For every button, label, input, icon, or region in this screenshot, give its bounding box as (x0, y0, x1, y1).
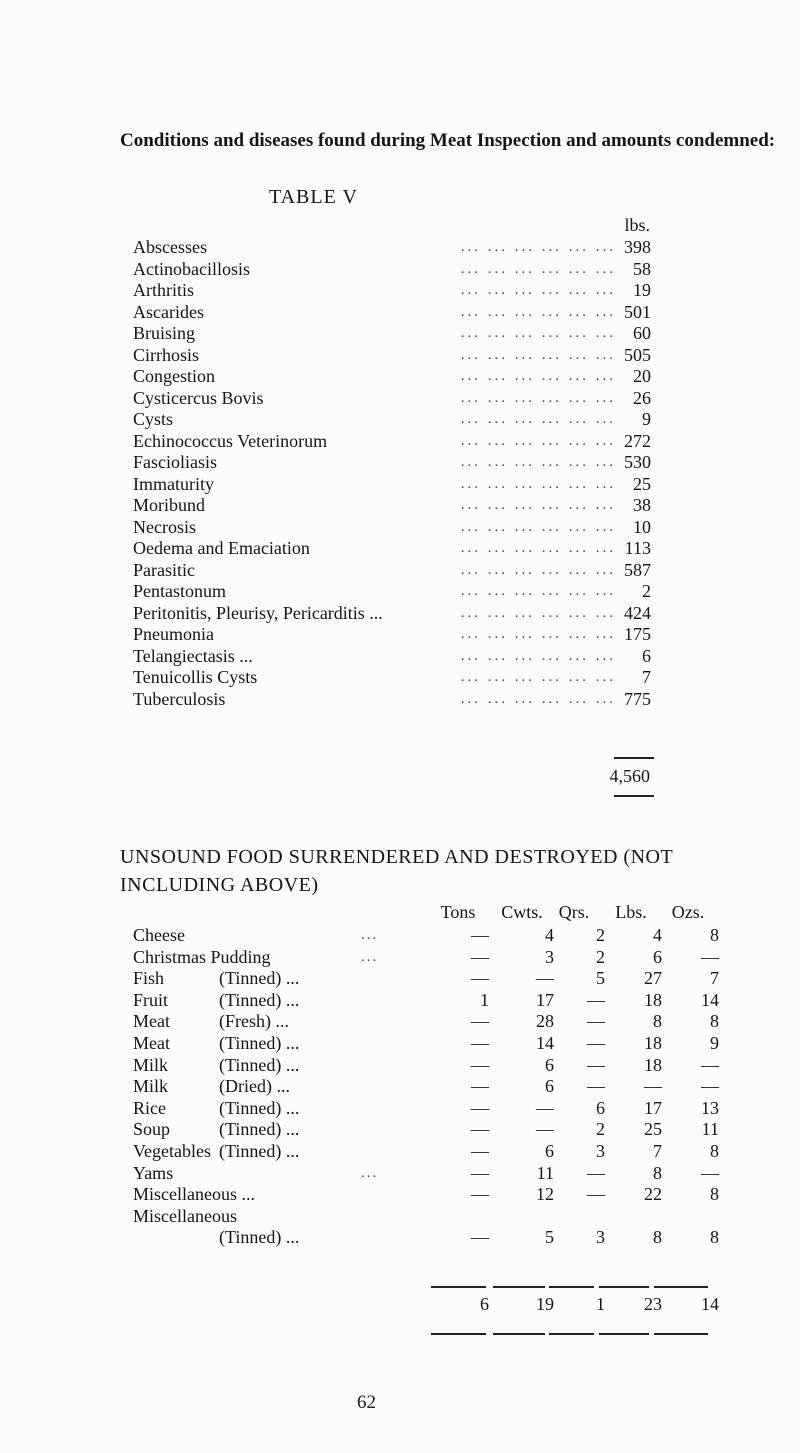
condition-lbs: 9 (642, 409, 651, 429)
food-name: Yams (133, 1162, 174, 1183)
food-lbs: 4 (653, 925, 662, 945)
condition-lbs: 38 (633, 495, 651, 515)
food-ozs: — (701, 1076, 719, 1097)
food-lbs: 8 (653, 1162, 662, 1183)
col-rule2-qrs (549, 1333, 594, 1335)
food-name: Vegetables (133, 1140, 211, 1161)
condition-name: Telangiectasis ... (133, 645, 253, 666)
condition-lbs: 175 (624, 624, 651, 644)
food-tons: 1 (480, 989, 489, 1010)
condition-lbs: 26 (633, 387, 651, 408)
leader-dots: ... ... ... ... ... ... (460, 368, 616, 384)
leader-dots: ... ... ... ... ... ... (460, 518, 616, 535)
leader-dots: ... ... ... ... ... ... (460, 475, 616, 492)
food-ozs: 14 (701, 989, 719, 1010)
table-row (133, 538, 653, 560)
food-qrs: 3 (596, 1227, 605, 1248)
food-cwts: 14 (536, 1032, 554, 1053)
food-type: (Tinned) ... (219, 1032, 300, 1053)
table-row (133, 581, 653, 603)
food-lbs: 22 (644, 1184, 662, 1205)
food-type: (Dried) ... (219, 1076, 290, 1097)
food-name: Meat (133, 1011, 170, 1032)
total-cwts: 19 (536, 1294, 554, 1314)
food-cwts: 28 (536, 1011, 554, 1032)
table-row (133, 388, 653, 410)
food-qrs: — (587, 1054, 605, 1075)
condition-lbs: 398 (624, 237, 651, 257)
food-cwts: 6 (545, 1140, 554, 1161)
table-row (133, 1011, 733, 1033)
leader-dots: ... ... ... ... ... ... (460, 303, 616, 320)
condition-name: Bruising (133, 323, 196, 343)
col-rule-tons (431, 1286, 486, 1288)
col-rule2-cwts (493, 1333, 545, 1335)
food-name: Cheese (133, 925, 185, 945)
table-row (133, 1163, 733, 1185)
conditions-table (133, 237, 653, 710)
col-header-ozs: Ozs. (671, 902, 705, 922)
col-header-qrs: Qrs. (558, 902, 590, 922)
col-header-lbs: Lbs. (615, 902, 647, 922)
condition-name: Moribund (133, 495, 205, 515)
table-row (133, 237, 653, 259)
condition-lbs: 25 (633, 473, 651, 494)
leader-dots: ... (361, 1164, 379, 1181)
condition-name: Fascioliasis (133, 452, 217, 472)
food-qrs: 2 (596, 925, 605, 945)
food-qrs: 5 (596, 968, 605, 989)
table-row (133, 1184, 733, 1206)
table-row (133, 474, 653, 496)
unit-label: lbs. (624, 215, 650, 235)
table-row (133, 345, 653, 367)
col-rule2-lbs (599, 1333, 649, 1335)
page-number: 62 (357, 1392, 376, 1413)
food-qrs: — (587, 1032, 605, 1053)
food-tons: — (471, 925, 489, 945)
leader-dots: ... ... ... ... ... ... (460, 540, 616, 556)
table-row (133, 1119, 733, 1141)
table-row (133, 495, 653, 517)
condition-name: Necrosis (133, 516, 196, 537)
food-cwts: — (536, 968, 554, 989)
total-tons: 6 (480, 1294, 489, 1314)
food-cwts: — (536, 1119, 554, 1140)
leader-dots: ... ... ... ... ... ... (460, 583, 616, 599)
table-row (133, 323, 653, 345)
condition-name: Peritonitis, Pleurisy, Pericarditis ... (133, 602, 383, 623)
table-row (133, 409, 653, 431)
col-rule-lbs (599, 1286, 649, 1288)
food-tons: — (471, 1119, 489, 1140)
condition-lbs: 272 (624, 430, 651, 451)
food-tons: — (471, 968, 489, 989)
total-rule-bottom (614, 795, 654, 797)
food-lbs: 18 (644, 1032, 662, 1053)
food-totals-row (133, 1294, 733, 1318)
food-ozs: 9 (710, 1032, 719, 1053)
condition-name: Immaturity (133, 473, 214, 494)
table-row (133, 990, 733, 1012)
leader-dots: ... ... ... ... ... ... (460, 432, 616, 449)
col-rule-ozs (654, 1286, 708, 1288)
food-cwts: 17 (536, 989, 554, 1010)
food-ozs: 13 (701, 1097, 719, 1118)
table-row (133, 925, 733, 947)
food-lbs: 25 (644, 1119, 662, 1140)
food-name: Fruit (133, 989, 169, 1010)
food-qrs: 2 (596, 946, 605, 967)
condition-lbs: 20 (633, 366, 651, 386)
food-type: (Tinned) ... (219, 1097, 300, 1118)
food-name: Milk (133, 1076, 169, 1097)
food-tons: — (471, 1011, 489, 1032)
condition-name: Tuberculosis (133, 688, 226, 709)
food-qrs: — (587, 1011, 605, 1032)
col-rule2-tons (431, 1333, 486, 1335)
leader-dots: ... ... ... ... ... ... (460, 669, 616, 685)
condition-lbs: 530 (624, 452, 651, 472)
food-type: (Tinned) ... (219, 1140, 300, 1161)
condition-name: Oedema and Emaciation (133, 538, 310, 558)
table-row (133, 431, 653, 453)
table-row (133, 302, 653, 324)
table-row (133, 646, 653, 668)
unsound-food-table (133, 925, 733, 1249)
leader-dots: ... ... ... ... ... ... (460, 690, 616, 707)
total-qrs: 1 (596, 1294, 605, 1314)
condition-lbs: 501 (624, 301, 651, 322)
table-row (133, 517, 653, 539)
food-qrs: 3 (596, 1140, 605, 1161)
food-name: Fish (133, 968, 165, 989)
condition-lbs: 19 (633, 280, 651, 300)
table-row (133, 1141, 733, 1163)
food-ozs: 8 (710, 925, 719, 945)
food-lbs: 8 (653, 1227, 662, 1248)
leader-dots: ... ... ... ... ... ... (460, 454, 616, 470)
conditions-total: 4,560 (609, 766, 650, 786)
food-tons: — (471, 1140, 489, 1161)
food-cwts: 6 (545, 1054, 554, 1075)
condition-lbs: 424 (624, 602, 651, 623)
table-row (133, 1098, 733, 1120)
condition-name: Cysticercus Bovis (133, 387, 264, 408)
food-lbs: 18 (644, 989, 662, 1010)
leader-dots: ... ... ... ... ... ... (460, 604, 616, 621)
table-row (133, 689, 653, 711)
food-qrs: — (587, 1162, 605, 1183)
leader-dots: ... ... ... ... ... ... (460, 239, 616, 255)
table-row (133, 968, 733, 990)
table-row (133, 560, 653, 582)
food-lbs: 27 (644, 968, 662, 989)
food-lbs: 8 (653, 1011, 662, 1032)
food-cwts: — (536, 1097, 554, 1118)
food-name: Miscellaneous ... (133, 1184, 255, 1205)
total-lbs: 23 (644, 1294, 662, 1314)
condition-lbs: 113 (624, 538, 651, 558)
leader-dots: ... (361, 927, 379, 943)
condition-lbs: 58 (633, 258, 651, 279)
food-name: Milk (133, 1054, 169, 1075)
table-row (133, 947, 733, 969)
col-header-cwts: Cwts. (501, 902, 543, 922)
food-cwts: 3 (545, 946, 554, 967)
condition-lbs: 505 (624, 344, 651, 365)
food-name: Meat (133, 1032, 170, 1053)
leader-dots: ... (361, 948, 379, 965)
condition-name: Pentastonum (133, 581, 226, 601)
leader-dots: ... ... ... ... ... ... (460, 282, 616, 298)
condition-lbs: 587 (624, 559, 651, 580)
food-cwts: 6 (545, 1076, 554, 1097)
food-type: (Tinned) ... (219, 989, 300, 1010)
leader-dots: ... ... ... ... ... ... (460, 346, 616, 363)
condition-name: Congestion (133, 366, 216, 386)
food-cwts: 4 (545, 925, 554, 945)
food-ozs: — (701, 1162, 719, 1183)
food-qrs: 6 (596, 1097, 605, 1118)
leader-dots: ... ... ... ... ... ... (460, 561, 616, 578)
condition-name: Tenuicollis Cysts (133, 667, 258, 687)
condition-lbs: 775 (624, 688, 651, 709)
condition-lbs: 10 (633, 516, 651, 537)
table-row (133, 452, 653, 474)
total-ozs: 14 (701, 1294, 719, 1314)
food-lbs: 18 (644, 1054, 662, 1075)
food-name: Soup (133, 1119, 171, 1140)
condition-name: Abscesses (133, 237, 207, 257)
leader-dots: ... ... ... ... ... ... (460, 260, 616, 277)
food-lbs: — (644, 1076, 662, 1097)
food-tons: — (471, 1097, 489, 1118)
food-name: Christmas Pudding (133, 946, 271, 967)
table-row (133, 280, 653, 302)
condition-name: Pneumonia (133, 624, 214, 644)
table-row (133, 1076, 733, 1098)
food-ozs: 8 (710, 1184, 719, 1205)
condition-lbs: 60 (633, 323, 651, 343)
table-row (133, 1206, 733, 1228)
table-row (133, 366, 653, 388)
page-heading: Conditions and diseases found during Meat Inspection and amounts condemned: (120, 130, 776, 151)
table-row (133, 1227, 733, 1249)
col-rule-cwts (493, 1286, 545, 1288)
food-ozs: — (701, 1054, 719, 1075)
table-title: TABLE V (269, 186, 358, 208)
col-rule-qrs (549, 1286, 594, 1288)
leader-dots: ... ... ... ... ... ... (460, 647, 616, 664)
food-tons: — (471, 1184, 489, 1205)
food-cwts: 5 (545, 1227, 554, 1248)
leader-dots: ... ... ... ... ... ... (460, 497, 616, 513)
leader-dots: ... ... ... ... ... ... (460, 411, 616, 427)
condition-name: Parasitic (133, 559, 195, 580)
table-row (133, 624, 653, 646)
condition-name: Echinococcus Veterinorum (133, 430, 328, 451)
food-ozs: 7 (710, 968, 719, 989)
condition-lbs: 6 (642, 645, 651, 666)
food-name: Rice (133, 1097, 166, 1118)
food-type: (Tinned) ... (219, 1227, 300, 1248)
food-qrs: — (587, 1076, 605, 1097)
unsound-food-heading: UNSOUND FOOD SURRENDERED AND DESTROYED (NOT INCLUDING ABOVE) (120, 846, 673, 896)
leader-dots: ... ... ... ... ... ... (460, 325, 616, 341)
table-row (133, 603, 653, 625)
food-lbs: 17 (644, 1097, 662, 1118)
condition-name: Actinobacillosis (133, 258, 250, 279)
food-ozs: 11 (701, 1119, 719, 1140)
food-qrs: — (587, 1184, 605, 1205)
condition-lbs: 2 (642, 581, 651, 601)
food-ozs: — (701, 946, 719, 967)
total-rule-top (614, 757, 654, 759)
food-cwts: 11 (536, 1162, 554, 1183)
table-row (133, 1055, 733, 1077)
food-tons: — (471, 946, 489, 967)
food-tons: — (471, 1076, 489, 1097)
food-type: (Tinned) ... (219, 968, 300, 989)
food-type: (Tinned) ... (219, 1119, 300, 1140)
condition-name: Cirrhosis (133, 344, 200, 365)
food-lbs: 6 (653, 946, 662, 967)
col-rule2-ozs (654, 1333, 708, 1335)
food-cwts: 12 (536, 1184, 554, 1205)
condition-lbs: 7 (642, 667, 651, 687)
food-tons: — (471, 1032, 489, 1053)
condition-name: Cysts (133, 409, 174, 429)
food-tons: — (471, 1162, 489, 1183)
food-ozs: 8 (710, 1140, 719, 1161)
food-qrs: — (587, 989, 605, 1010)
condition-name: Arthritis (133, 280, 194, 300)
food-lbs: 7 (653, 1140, 662, 1161)
table-row (133, 667, 653, 689)
leader-dots: ... ... ... ... ... ... (460, 626, 616, 642)
food-tons: — (471, 1054, 489, 1075)
table-row (133, 1033, 733, 1055)
leader-dots: ... ... ... ... ... ... (460, 389, 616, 406)
table-row (133, 259, 653, 281)
food-type: (Fresh) ... (219, 1011, 289, 1032)
food-tons: — (471, 1227, 489, 1248)
col-header-tons: Tons (440, 902, 476, 922)
food-type: (Tinned) ... (219, 1054, 300, 1075)
food-name: Miscellaneous (133, 1205, 237, 1226)
food-ozs: 8 (710, 1011, 719, 1032)
condition-name: Ascarides (133, 301, 204, 322)
food-qrs: 2 (596, 1119, 605, 1140)
food-ozs: 8 (710, 1227, 719, 1248)
